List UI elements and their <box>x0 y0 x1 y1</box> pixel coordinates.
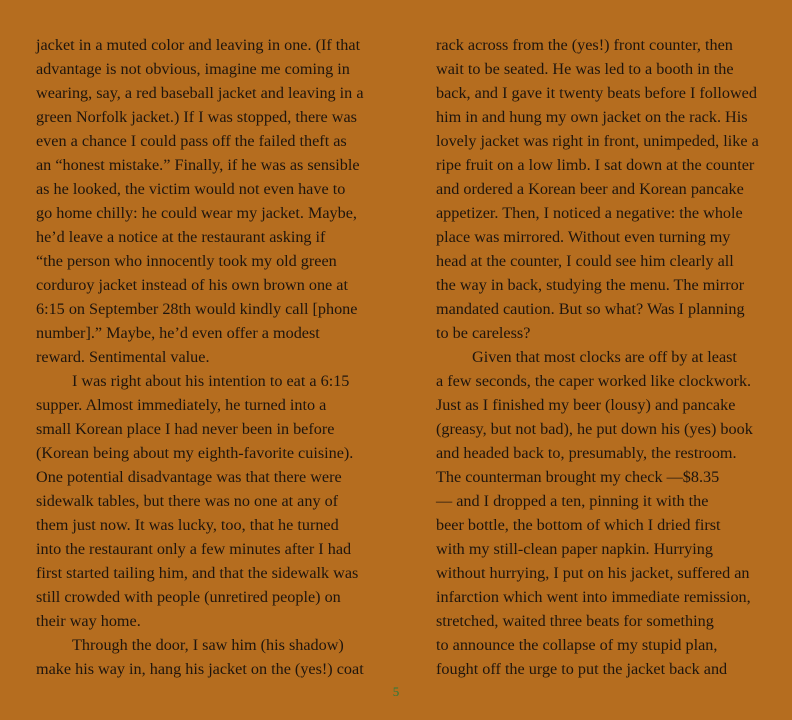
text-line: “the person who innocently took my old green <box>36 252 337 270</box>
right-text-column <box>436 33 768 681</box>
text-line: the way in back, studying the menu. The mirror <box>436 276 745 294</box>
left-text-column <box>36 33 368 681</box>
text-line: even a chance I could pass off the failed theft as <box>36 132 347 150</box>
text-line: green Norfolk jacket.) If I was stopped, there was <box>36 108 357 126</box>
paragraph-start-line: Through the door, I saw him (his shadow) <box>72 636 344 654</box>
text-line: lovely jacket was right in front, unimpeded, like a <box>436 132 759 150</box>
text-line: with my still-clean paper napkin. Hurrying <box>436 540 713 558</box>
text-line: wait to be seated. He was led to a booth in the <box>436 60 734 78</box>
text-line: advantage is not obvious, imagine me coming in <box>36 60 350 78</box>
paragraph-start-line: Given that most clocks are off by at least <box>472 348 737 366</box>
text-line: a few seconds, the caper worked like clockwork. <box>436 372 752 390</box>
text-line: to be careless? <box>436 324 531 342</box>
text-line: stretched, waited three beats for something <box>436 612 714 630</box>
paragraph-start-line: I was right about his intention to eat a 6:15 <box>72 372 350 390</box>
text-line: mandated caution. But so what? Was I planning <box>436 300 745 318</box>
text-line: (greasy, but not bad), he put down his (yes) book <box>436 420 753 438</box>
text-line: One potential disadvantage was that there were <box>36 468 342 486</box>
page-number: 5 <box>392 684 400 699</box>
text-line: place was mirrored. Without even turning my <box>436 228 731 246</box>
text-line: head at the counter, I could see him clearly all <box>436 252 734 270</box>
text-line: them just now. It was lucky, too, that he turned <box>36 516 339 534</box>
text-line: back, and I gave it twenty beats before I followed <box>436 84 757 102</box>
text-line: an “honest mistake.” Finally, if he was as sensible <box>36 156 360 174</box>
text-line: him in and hung my own jacket on the rack. His <box>436 108 748 126</box>
text-line: Just as I finished my beer (lousy) and pancake <box>436 396 736 414</box>
text-line: their way home. <box>36 612 141 630</box>
text-line: corduroy jacket instead of his own brown one at <box>36 276 348 294</box>
text-line: go home chilly: he could wear my jacket. Maybe, <box>36 204 357 222</box>
text-line: to announce the collapse of my stupid plan, <box>436 636 718 654</box>
text-line: jacket in a muted color and leaving in one. (If that <box>36 36 361 54</box>
text-line: and headed back to, presumably, the restroom. <box>436 444 737 462</box>
text-line: make his way in, hang his jacket on the (yes!) coat <box>36 660 364 678</box>
text-line: as he looked, the victim would not even have to <box>36 180 346 198</box>
text-line: number].” Maybe, he’d even offer a modest <box>36 324 320 342</box>
text-line: still crowded with people (unretired people) on <box>36 588 341 606</box>
text-line: (Korean being about my eighth-favorite cuisine). <box>36 444 354 462</box>
text-line: fought off the urge to put the jacket back and <box>436 660 728 678</box>
text-line: ripe fruit on a low limb. I sat down at the counter <box>436 156 755 174</box>
text-line: The counterman brought my check —$8.35 <box>436 468 720 486</box>
text-line: first started tailing him, and that the sidewalk was <box>36 564 359 582</box>
text-line: supper. Almost immediately, he turned into a <box>36 396 327 414</box>
text-line: wearing, say, a red baseball jacket and leaving in a <box>36 84 364 102</box>
text-line: without hurrying, I put on his jacket, suffered an <box>436 564 750 582</box>
text-line: infarction which went into immediate remission, <box>436 588 751 606</box>
text-line: rack across from the (yes!) front counter, then <box>436 36 733 54</box>
text-line: into the restaurant only a few minutes after I had <box>36 540 352 558</box>
text-line: he’d leave a notice at the restaurant asking if <box>36 228 326 246</box>
text-line: appetizer. Then, I noticed a negative: the whole <box>436 204 743 222</box>
text-line: and ordered a Korean beer and Korean pancake <box>436 180 744 198</box>
text-line: sidewalk tables, but there was no one at any of <box>36 492 339 510</box>
text-line: reward. Sentimental value. <box>36 348 210 366</box>
text-line: — and I dropped a ten, pinning it with the <box>436 492 709 510</box>
text-line: 6:15 on September 28th would kindly call [phone <box>36 300 358 318</box>
text-line: beer bottle, the bottom of which I dried first <box>436 516 721 534</box>
text-line: small Korean place I had never been in before <box>36 420 335 438</box>
